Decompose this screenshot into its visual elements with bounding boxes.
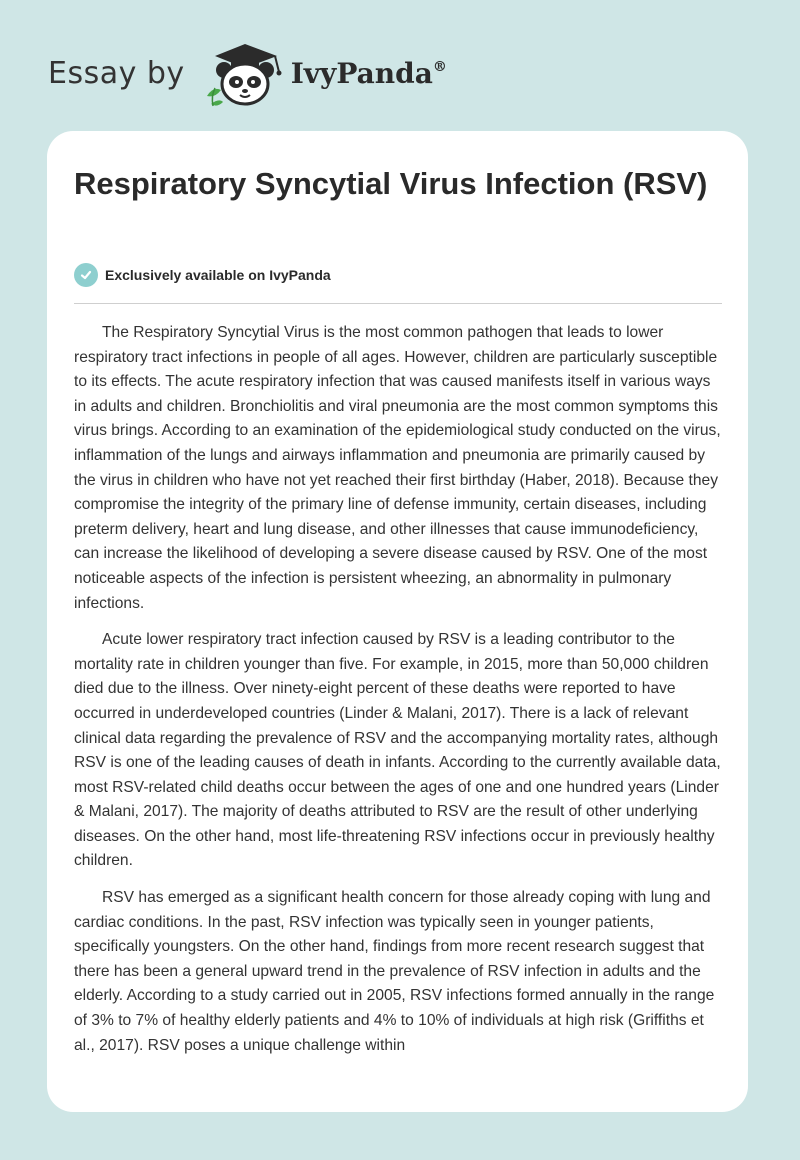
page-title: Respiratory Syncytial Virus Infection (RSV) — [74, 166, 708, 201]
essay-by-label: Essay by — [48, 55, 185, 91]
paragraph: RSV has emerged as a significant health concern for those already coping with lung and cardiac conditions. In the past, RSV infection was typically seen in younger patients, specifically youngsters. On the other hand, findings from more recent research suggest that there has been a general upward trend in the prevalence of RSV infection in adults and the elderly. According to a study carried out in 2005, RSV infections formed annually in the range of 3% to 7% of healthy elderly patients and 4% to 10% of individuals at high risk (Griffiths et al., 2017). RSV poses a unique challenge within — [74, 889, 715, 1054]
panda-logo-icon[interactable] — [197, 38, 289, 108]
essay-body — [74, 321, 722, 1070]
exclusive-badge — [74, 263, 331, 287]
registered-mark: ® — [432, 58, 447, 75]
check-icon — [74, 263, 98, 287]
brand-name[interactable]: IvyPanda® — [290, 56, 447, 90]
essay-card — [47, 131, 748, 1112]
paragraph: Acute lower respiratory tract infection caused by RSV is a leading contributor to the mortality rate in children younger than five. For example, in 2015, more than 50,000 children died due to the illness. Over ninety-eight percent of these deaths were reported to have occurred in underdeveloped countries (Linder & Malani, 2017). There is a lack of relevant clinical data regarding the prevalence of RSV and the accompanying mortality rates, although RSV is one of the leading causes of death in infants. According to the currently available data, most RSV-related child deaths occur between the ages of one and one hundred years (Linder & Malani, 2017). The majority of deaths attributed to RSV are the result of other underlying diseases. On the other hand, most life-threatening RSV infections occur in previously healthy children. — [74, 631, 721, 870]
paragraph: The Respiratory Syncytial Virus is the most common pathogen that leads to lower respiratory tract infections in people of all ages. However, children are particularly susceptible to its effects. The acute respiratory infection that was caused manifests itself in various ways in adults and children. Bronchiolitis and viral pneumonia are the most common symptoms this virus brings. According to an examination of the epidemiological study conducted on the virus, inflammation of the lungs and airways inflammation and pneumonia are primarily caused by the virus in children who have not yet reached their first birthday (Haber, 2018). Because they compromise the integrity of the primary line of defense immunity, certain diseases, including preterm delivery, heart and lung disease, and other illnesses that cause immunodeficiency, can increase the likelihood of developing a severe disease caused by RSV. One of the most noticeable aspects of the infection is persistent wheezing, an abnormality in pulmonary infections. — [74, 324, 721, 612]
site-header — [48, 38, 447, 108]
badge-label: Exclusively available on IvyPanda — [105, 267, 331, 283]
divider — [74, 303, 722, 304]
